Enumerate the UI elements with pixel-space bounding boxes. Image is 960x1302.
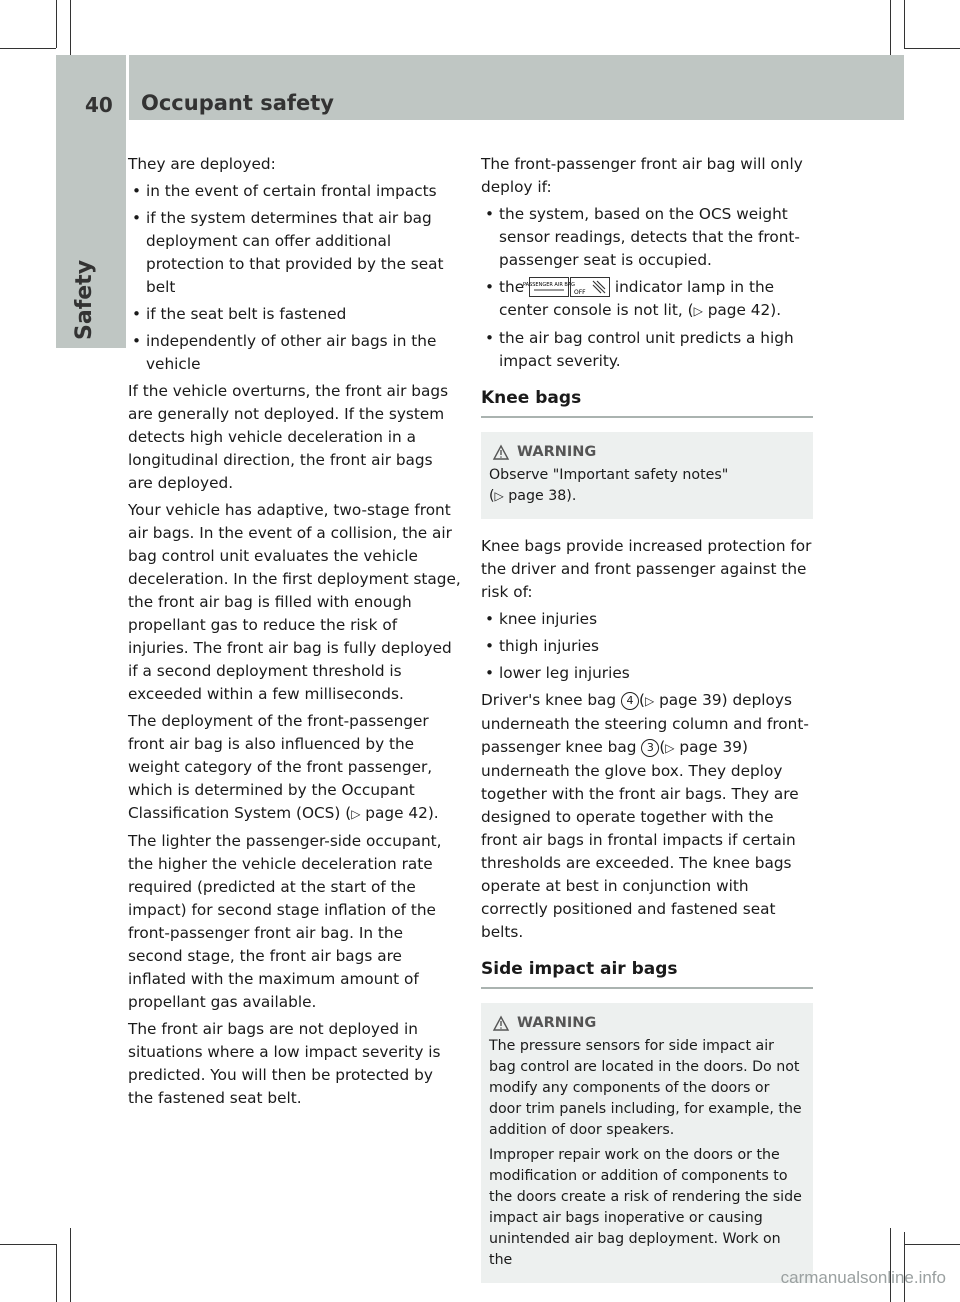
svg-text:OFF: OFF (573, 289, 586, 296)
callout-number: 3 (641, 739, 659, 757)
page-reference-link[interactable]: page 42 (365, 804, 428, 822)
text: ). (427, 804, 439, 822)
paragraph: Your vehicle has adaptive, two-stage front air bags. In the event of a collision, the air bag control unit evaluates the vehicle deceleration. In the first deployment stage, the front air bag is filled with enough propellant gas to reduce the risk of injuries. The front air bag is fully deployed if a second deployment threshold is exceeded within a few milliseconds. (128, 501, 461, 703)
list-item: • the air bag control unit predicts a high impact severity. (481, 327, 813, 373)
passenger-air-bag-off-lamp-icon (522, 277, 610, 297)
paragraph: The front-passenger front air bag will only deploy if: (481, 155, 803, 196)
list-item: • in the event of certain frontal impacts (128, 180, 462, 203)
warning-triangle-icon (493, 445, 509, 460)
paragraph: They are deployed: (128, 155, 276, 173)
page-ref-arrow-icon: ▷ (665, 741, 675, 755)
text: Observe "Important safety notes" (489, 467, 729, 483)
crop-mark (70, 1228, 71, 1302)
page-ref-arrow-icon: ▷ (351, 807, 361, 821)
list-item: • if the seat belt is fastened (128, 303, 462, 326)
list-item: • independently of other air bags in the vehicle (128, 330, 462, 376)
list-item: • thigh injuries (481, 635, 813, 658)
warning-text: Improper repair work on the doors or the modification or addition of components to the doors create a risk of rendering the side impact air bags inoperative or causing unintended air bag deployment. Work on the (489, 1147, 802, 1268)
page-number: 40 (85, 93, 113, 117)
crop-mark (0, 1244, 56, 1245)
header-divider (126, 55, 129, 120)
chapter-tab-label: Safety (72, 259, 97, 340)
injury-list (481, 608, 813, 685)
condition-list (481, 203, 813, 373)
list-item: • knee injuries (481, 608, 813, 631)
warning-text: Observe "Important safety notes" (▷ page 38). (489, 467, 729, 504)
page-ref-arrow-icon: ▷ (494, 489, 504, 503)
warning-box (481, 1003, 813, 1283)
list-item: • if the system determines that air bag deployment can offer additional protection to that provided by the seat belt (128, 207, 462, 299)
paragraph: Knee bags provide increased protection for the driver and front passenger against the risk of: (481, 537, 812, 601)
callout-number: 4 (621, 692, 639, 710)
crop-mark (56, 0, 57, 48)
crop-mark (890, 1228, 891, 1302)
text: The deployment of the front-passenger front air bag is also influenced by the weight category of the front passenger, which is determined by the Occupant Classification System (OCS) ( (128, 712, 433, 822)
page-reference-link[interactable]: page 38 (508, 488, 567, 504)
crop-mark (890, 0, 891, 55)
text: the (499, 278, 525, 296)
crop-mark (904, 1232, 905, 1302)
text: Driver's knee bag (481, 691, 617, 709)
list-item: • lower leg injuries (481, 662, 813, 685)
paragraph: Driver's knee bag 4 (▷ page 39) deploys underneath the steering column and front-passenger knee bag 3 (▷ page 39) underneath the glove box. They deploy together with the front air bags. They are designed to operate together with the front air bags in frontal impacts if certain thresholds are exceeded. The knee bags operate at best in conjunction with correctly positioned and fastened seat belts. (481, 691, 809, 941)
page-reference-link[interactable]: page 39 (659, 691, 722, 709)
warning-box (481, 432, 813, 519)
watermark: carmanualsonline.info (780, 1268, 946, 1287)
paragraph: If the vehicle overturns, the front air bags are generally not deployed. If the system detects high vehicle deceleration in a longitudinal direction, the front air bags are deployed. (128, 382, 449, 492)
crop-mark (56, 1244, 57, 1302)
page-ref-arrow-icon: ▷ (644, 694, 655, 708)
crop-mark (904, 48, 960, 49)
side-impact-heading: Side impact air bags (481, 958, 813, 989)
deployment-list (128, 180, 462, 376)
knee-bags-heading: Knee bags (481, 387, 813, 418)
warning-header (493, 1013, 805, 1034)
paragraph (128, 710, 462, 826)
text: ) deploys underneath the steering column and front-passenger knee bag (481, 691, 809, 756)
list-item (481, 276, 813, 323)
crop-mark (0, 48, 56, 49)
list-item: • the system, based on the OCS weight sensor readings, detects that the front-passenger seat is occupied. (481, 203, 813, 272)
text: indicator lamp in the center console is not lit, ( (499, 278, 775, 319)
warning-header (493, 442, 805, 463)
left-column (128, 153, 462, 1114)
paragraph: The front air bags are not deployed in situations where a low impact severity is predicted. You will then be protected by the fastened seat belt. (128, 1020, 441, 1107)
lamp-segment (570, 277, 610, 297)
section-title: Occupant safety (141, 91, 334, 115)
page-reference-link[interactable]: page 39 (679, 738, 742, 756)
text: ). (770, 301, 782, 319)
warning-text: The pressure sensors for side impact air bag control are located in the doors. Do not modify any components of the doors or door trim panels including, for example, the addition of door speakers. (489, 1038, 802, 1138)
right-column (481, 153, 813, 1299)
warning-triangle-icon (493, 1016, 509, 1031)
page-ref-arrow-icon: ▷ (693, 304, 703, 318)
svg-text:PASSENGER AIR BAG: PASSENGER AIR BAG (522, 282, 576, 288)
crop-mark (904, 0, 905, 48)
crop-mark (904, 1244, 960, 1245)
crop-mark (70, 0, 71, 55)
warning-label: WARNING (517, 1015, 597, 1031)
warning-label: WARNING (517, 444, 597, 460)
lamp-segment (522, 277, 576, 297)
text: ). (566, 488, 577, 504)
page-reference-link[interactable]: page 42 (707, 301, 771, 319)
text: ) underneath the glove box. They deploy together with the front air bags. They are designed to operate together with the front air bags in frontal impacts if certain thresholds are exceeded. The knee bags operate at best in conjunction with correctly positioned and fastened seat belts. (481, 738, 799, 941)
paragraph: The lighter the passenger-side occupant, the higher the vehicle deceleration rate required (predicted at the start of the impact) for second stage inflation of the front-passenger front air bag. In the second stage, the front air bags are inflated with the maximum amount of propellant gas available. (128, 832, 442, 1011)
